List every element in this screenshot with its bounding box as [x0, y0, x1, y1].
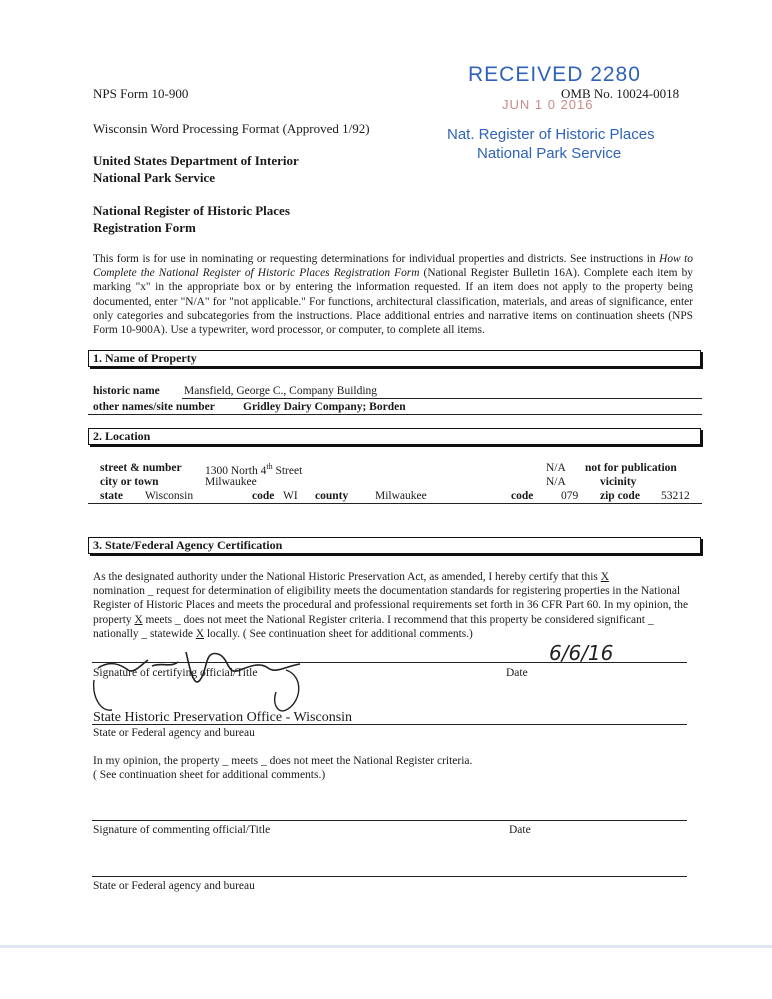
form-number: NPS Form 10-900 — [93, 86, 189, 101]
not-for-publication-label: not for publication — [585, 462, 677, 474]
city-label: city or town — [100, 476, 159, 488]
nomination-mark: X — [600, 571, 609, 583]
county-label: county — [315, 490, 349, 502]
intro-paragraph: This form is for use in nominating or requesting determinations for individual properties and districts. See instructions in How to Complete the National Register of Historic Places Registration Form (National Register Bulletin 16A). Complete each item by marking "x" in the appropriate box or by entering the information requested. If an item does not apply to the property being documented, enter "N/A" for "not applicable." For functions, architectural classification, materials, and areas of significance, enter only categories and subcategories from the instructions. Place additional entries and narrative items on continuation sheets (NPS Form 10-900A). Use a typewriter, word processor, or computer, to complete all items. — [93, 253, 693, 337]
opinion-continuation: ( See continuation sheet for additional comments.) — [93, 769, 326, 781]
office-line — [92, 724, 687, 725]
agency-line-2 — [92, 876, 687, 877]
historic-name-label: historic name — [93, 385, 160, 397]
zip-label: zip code — [600, 490, 640, 502]
county-code-label: code — [511, 490, 534, 502]
received-stamp: RECEIVED 2280 — [468, 63, 641, 86]
state-value: Wisconsin — [145, 490, 194, 502]
comment-signature-line — [92, 820, 687, 821]
signature-drawing — [90, 640, 330, 720]
na-publication: N/A — [546, 462, 566, 474]
bulletin-title: How to Complete the National Register of Historic Places Registration Form — [93, 253, 693, 280]
vicinity-label: vicinity — [600, 476, 637, 488]
state-label: state — [100, 490, 123, 502]
agency-label-2: State or Federal agency and bureau — [93, 880, 255, 892]
date-label: Date — [506, 667, 528, 679]
comment-date-label: Date — [509, 824, 531, 836]
state-code-value: WI — [283, 490, 298, 502]
form-title: Registration Form — [93, 220, 196, 235]
historic-name-line — [182, 398, 702, 399]
other-names-value: Gridley Dairy Company; Borden — [243, 401, 406, 413]
state-code-label: code — [252, 490, 275, 502]
section-1-header: 1. Name of Property — [88, 350, 701, 367]
page-edge — [0, 945, 772, 948]
county-value: Milwaukee — [375, 490, 427, 502]
office-name: State Historic Preservation Office - Wisconsin — [93, 710, 353, 725]
zip-value: 53212 — [661, 490, 690, 502]
service: National Park Service — [93, 170, 216, 185]
format-note: Wisconsin Word Processing Format (Approved 1/92) — [93, 121, 370, 136]
other-names-label: other names/site number — [93, 401, 215, 413]
signature-label: Signature of certifying official/Title — [93, 667, 258, 679]
street-label: street & number — [100, 462, 182, 474]
department: United States Department of Interior — [93, 153, 299, 168]
other-names-line — [88, 414, 702, 415]
section-3-header: 3. State/Federal Agency Certification — [88, 537, 701, 554]
street-value: 1300 North 4th Street — [205, 462, 303, 477]
date-handwritten: 6/6/16 — [549, 641, 614, 665]
city-value: Milwaukee — [205, 476, 257, 488]
received-date: JUN 1 0 2016 — [502, 97, 594, 112]
opinion-text: In my opinion, the property _ meets _ does not meet the National Register criteria. — [93, 755, 473, 767]
agency-label: State or Federal agency and bureau — [93, 727, 255, 739]
stamp-register: Nat. Register of Historic Places — [447, 126, 655, 143]
locally-mark: X — [195, 627, 205, 640]
stamp-service: National Park Service — [477, 145, 622, 162]
register-title: National Register of Historic Places — [93, 203, 290, 218]
location-line — [88, 503, 702, 504]
county-code-value: 079 — [561, 490, 579, 502]
certification-paragraph: As the designated authority under the National Historic Preservation Act, as amended, I hereby certify that this X nomination _ request for determination of eligibility meets the documentation standards for registering properties in the National Register of Historic Places and meets the procedural and professional requirements set forth in 36 CFR Part 60. In my opinion, the property X meets _ does not meet the National Register criteria. I recommend that this property be considered significant _ nationally _ statewide X locally. ( See continuation sheet for additional comments.) — [93, 571, 689, 640]
historic-name-value: Mansfield, George C., Company Building — [184, 385, 378, 397]
section-2-header: 2. Location — [88, 428, 701, 445]
comment-signature-label: Signature of commenting official/Title — [93, 824, 271, 836]
na-vicinity: N/A — [546, 476, 566, 488]
omb-number: OMB No. 10024-0018 — [561, 86, 680, 101]
meets-mark: X — [134, 613, 143, 626]
